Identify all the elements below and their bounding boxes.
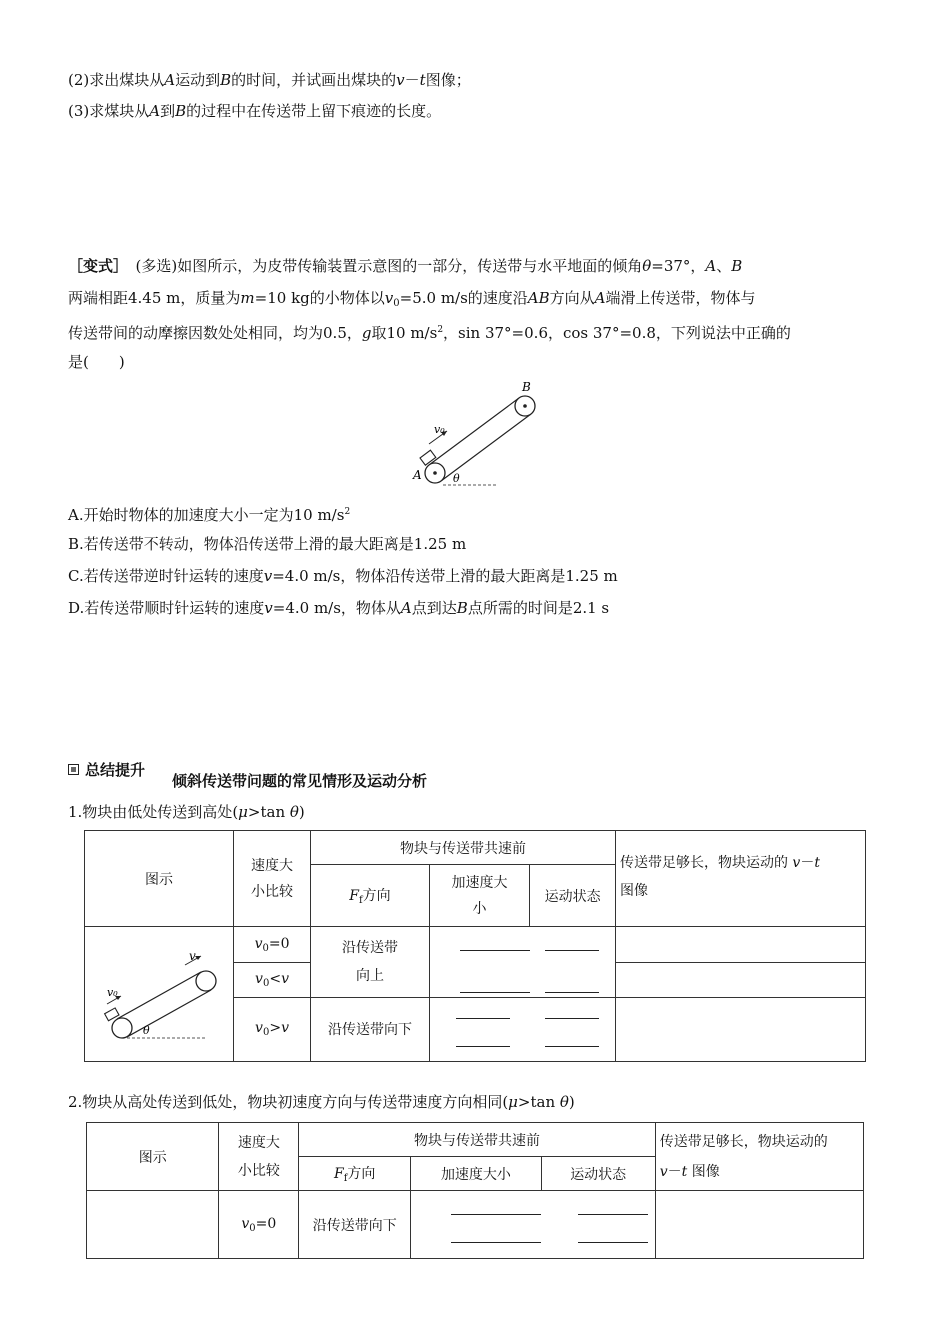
square-icon — [68, 764, 79, 775]
case2-figure-cell — [87, 1191, 219, 1259]
variant-line-3: 传送带间的动摩擦因数处处相同，均为0.5，g取10 $m/s^2$，sin 37°=0.6，cos 37°=0.8，下列说法中正确的 — [68, 324, 791, 342]
case2-h-figure: 图示 — [87, 1123, 219, 1191]
case1-h-before: 物块与传送带共速前 — [311, 831, 616, 865]
case1-figure-cell — [85, 927, 234, 1062]
case2-h-ff: $F_f$方向 — [299, 1157, 411, 1191]
case1-row12-ff: 沿传送带 向上 — [311, 927, 430, 998]
case1-row2-motion — [530, 963, 616, 998]
case1-h-ff: $F_f$方向 — [311, 865, 430, 927]
variant-line-2: 两端相距4.45 m，质量为m=10 kg的小物体以$v_0=5.0$ m/s的速度沿AB方向从A端滑上传送带，物体与 — [68, 289, 756, 309]
case1-fig-v0: v₀ — [107, 985, 118, 999]
option-b: B.若传送带不转动，物体沿传送带上滑的最大距离是1.25 m — [68, 535, 467, 553]
case2-h-long: 传送带足够长，物块运动的 v－t 图像 — [655, 1123, 863, 1191]
case1-fig-v: v — [189, 948, 196, 963]
case2-h-motion: 运动状态 — [541, 1157, 655, 1191]
case1-row3-acc — [429, 997, 530, 1061]
case2-h-acc: 加速度大小 — [411, 1157, 542, 1191]
case2-h-speed: 速度大 小比较 — [219, 1123, 299, 1191]
summary-badge — [68, 759, 145, 780]
case2-row-graph — [655, 1191, 863, 1259]
variant-line-4: 是( ) — [68, 353, 125, 371]
case2-row-motion — [541, 1191, 655, 1259]
case1-h-long: 传送带足够长，物块运动的 v－t 图像 — [615, 831, 865, 927]
case1-h-figure: 图示 — [85, 831, 234, 927]
summary-title: 倾斜传送带问题的常见情形及运动分析 — [172, 772, 428, 790]
case2-h-before: 物块与传送带共速前 — [299, 1123, 655, 1157]
case1-h-motion: 运动状态 — [530, 865, 616, 927]
option-d: D.若传送带顺时针运转的速度v=4.0 m/s，物体从A点到达B点所需的时间是2.1 s — [68, 599, 610, 617]
option-a: A.开始时物体的加速度大小一定为10 $m/s^2$ — [68, 506, 351, 524]
figure-label-v0: v₀ — [434, 423, 445, 436]
summary-badge-label: 总结提升 — [85, 761, 146, 779]
case2-heading: 2.物块从高处传送到低处，物块初速度方向与传送带速度方向相同(μ>tan θ) — [68, 1093, 575, 1111]
option-c: C.若传送带逆时针运转的速度v=4.0 m/s，物体沿传送带上滑的最大距离是1.25 m — [68, 567, 618, 585]
case1-row2-acc — [429, 963, 530, 998]
figure-label-theta: θ — [453, 472, 460, 485]
question-3: (3)求煤块从A到B的过程中在传送带上留下痕迹的长度。 — [68, 102, 442, 120]
case1-heading: 1.物块由低处传送到高处(μ>tan θ) — [68, 803, 305, 821]
case1-row2-graph — [615, 963, 865, 998]
case1-fig-theta: θ — [143, 1023, 150, 1037]
figure-label-b: B — [522, 380, 531, 394]
case1-row3-graph — [615, 997, 865, 1061]
variant-line-1: ［变式］ (多选)如图所示，为皮带传输装置示意图的一部分，传送带与水平地面的倾角θ=37°，A、B — [68, 257, 743, 275]
conveyor-belt — [405, 378, 545, 490]
variant-tag: ［变式］ — [68, 257, 121, 275]
case2-table — [86, 1122, 864, 1259]
case1-row2-speed: $v_0<v$ — [233, 963, 310, 998]
case1-row3-ff: 沿传送带向下 — [311, 997, 430, 1061]
case1-row1-graph — [615, 927, 865, 963]
case1-h-speed: 速度大 小比较 — [233, 831, 310, 927]
case1-row3-speed: $v_0>v$ — [233, 997, 310, 1061]
case1-row1-motion — [530, 927, 616, 963]
case1-conveyor-figure — [85, 930, 231, 1058]
case1-row1-acc — [429, 927, 530, 963]
case1-row1-speed: $v_0=0$ — [233, 927, 310, 963]
question-2: (2)求出煤块从A运动到B的时间，并试画出煤块的v－t图像； — [68, 71, 471, 89]
case2-row-acc — [411, 1191, 542, 1259]
case1-row3-motion — [530, 997, 616, 1061]
case1-table — [84, 830, 866, 1062]
case2-row-speed: $v_0=0$ — [219, 1191, 299, 1259]
case1-h-acc: 加速度大 小 — [429, 865, 530, 927]
figure-label-a: A — [413, 468, 422, 482]
case2-row-ff: 沿传送带向下 — [299, 1191, 411, 1259]
